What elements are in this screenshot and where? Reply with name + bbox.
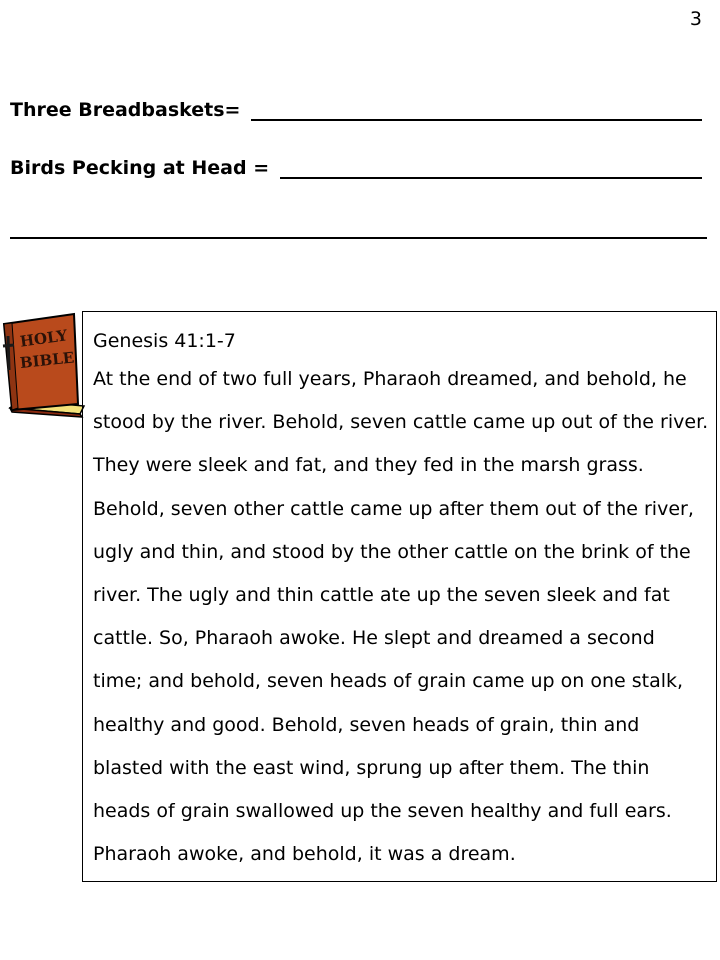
- fill-in-label: Birds Pecking at Head =: [10, 157, 276, 179]
- scripture-reference: Genesis 41:1-7: [93, 330, 236, 352]
- bible-title-line1: HOLY: [18, 326, 69, 351]
- fill-in-row-breadbaskets: [10, 99, 702, 121]
- fill-in-blank-line[interactable]: [10, 237, 707, 239]
- fill-in-label: Three Breadbaskets=: [10, 99, 248, 121]
- page-number: 3: [689, 8, 702, 30]
- bible-title-line2: BIBLE: [19, 348, 76, 373]
- fill-in-blank[interactable]: [280, 157, 702, 179]
- scripture-text: At the end of two full years, Pharaoh dreamed, and behold, he stood by the river. Behold, seven cattle came up out of the river. They were sleek and fat, and they fed in the marsh grass. Behold, seven other cattle came up after them out of the river, ugly and thin, and stood by the other cattle on the brink of the river. The ugly and thin cattle ate up the seven sleek and fat cattle. So, Pharaoh awoke. He slept and dreamed a second time; and behold, seven heads of grain came up on one stalk, healthy and good. Behold, seven heads of grain, thin and blasted with the east wind, sprung up after them. The thin heads of grain swallowed up the seven healthy and full ears. Pharaoh awoke, and behold, it was a dream.: [93, 368, 709, 866]
- scripture-box: [82, 311, 717, 882]
- holy-bible-icon: [0, 310, 86, 420]
- fill-in-row-birds: [10, 157, 702, 179]
- fill-in-blank[interactable]: [251, 99, 702, 121]
